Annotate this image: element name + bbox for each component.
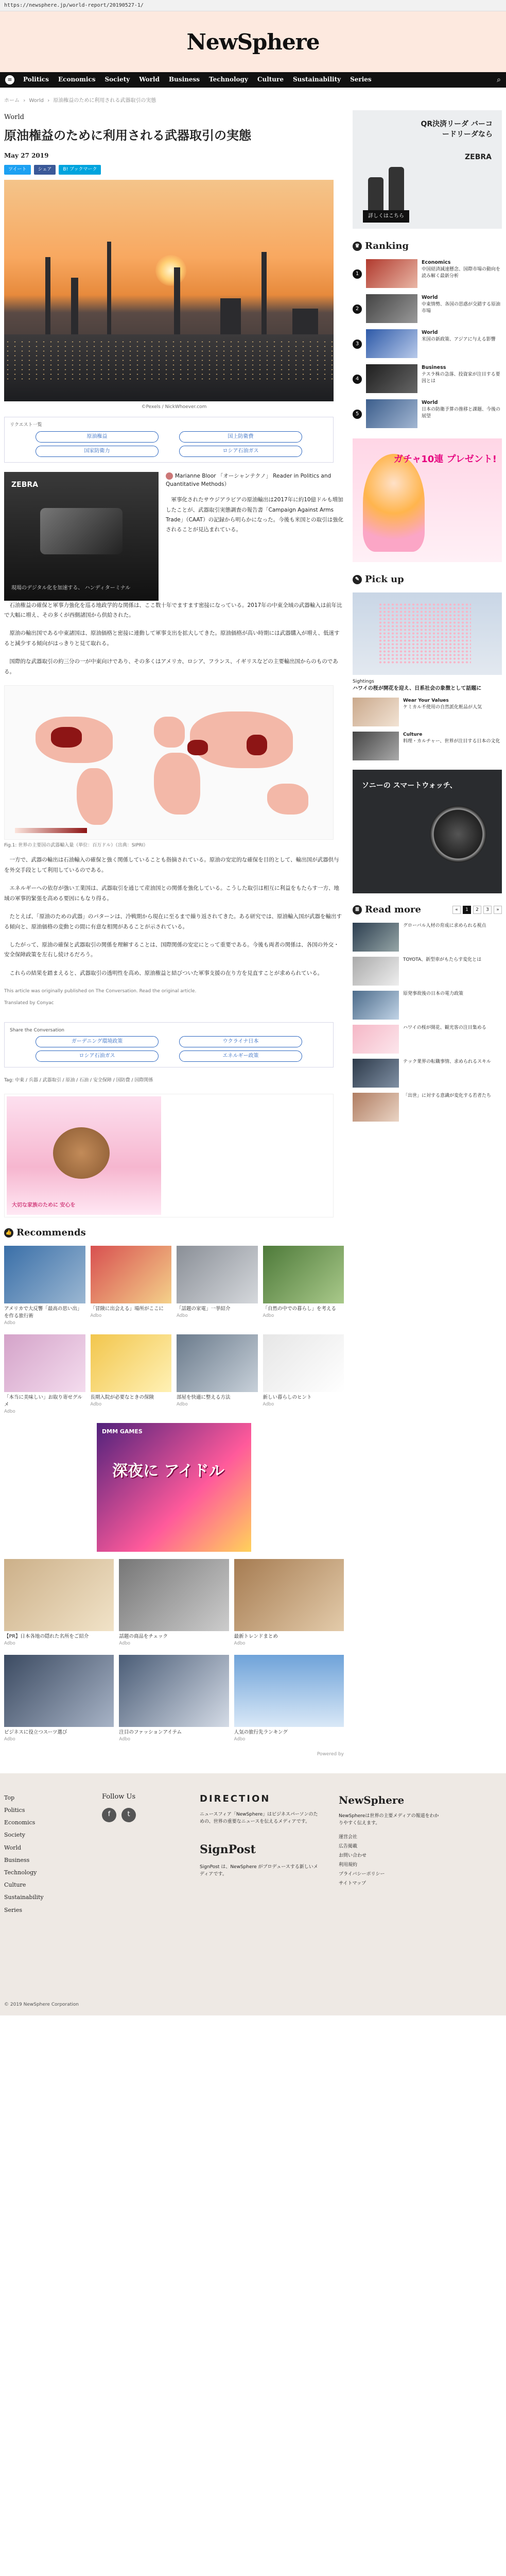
ranking-header (353, 239, 502, 254)
pickup-title: ハワイの桜が開花を迎え、日系社会の象徴として話題に (353, 685, 482, 691)
card-source: Adbo (234, 1641, 246, 1647)
breadcrumb-sep: › (47, 98, 50, 104)
ad-brand: DMM GAMES (102, 1428, 143, 1435)
card-source: Adbo (119, 1736, 130, 1742)
rank-text: 日本の防衛予算の推移と課題、今後の展望 (422, 406, 501, 419)
ranking-item[interactable] (353, 259, 502, 288)
pager-page[interactable]: 2 (473, 906, 481, 914)
readmore-text: ハワイの桜が開花、観光客の注目集める (403, 1025, 486, 1030)
card-caption: 注目のファッションアイテム (119, 1729, 182, 1735)
ranking-item[interactable] (353, 329, 502, 358)
readmore-item[interactable] (353, 923, 502, 952)
nav-economics[interactable]: Economics (58, 76, 96, 83)
footer-link[interactable]: 利用規約 (339, 1862, 358, 1868)
tag-pill[interactable]: 国上防衛費 (179, 431, 302, 443)
rank-text: 米国の新政策、アジアに与える影響 (422, 336, 496, 342)
ad-brand: ZEBRA (11, 480, 39, 489)
card-caption: 長期入院が必要なときの保険 (90, 1394, 154, 1400)
readmore-text: 「出世」に対する意識が変化する若者たち (403, 1093, 492, 1098)
footer-link[interactable]: World (4, 1844, 21, 1851)
paragraph: 石油権益の確保と軍事力強化を巡る地政学的な関係は、ここ数十年でますます密接になっている。2017年の中東全域の武器輸入は前年比で大幅に増え、その多くが西側諸国から供給された。 (4, 602, 342, 618)
paragraph: エネルギーへの依存が強い工業国は、武器取引を通じて産油国との関係を強化している。こうした取引は相互に利益をもたらす一方、地域の軍事的緊張を高める要因にもなり得る。 (4, 885, 339, 902)
pager-page[interactable]: 1 (463, 906, 471, 914)
breadcrumb-home[interactable]: ホーム (4, 98, 20, 104)
menu-icon[interactable]: ≡ (5, 75, 14, 84)
recommend-card[interactable] (4, 1559, 114, 1648)
book-icon: ≣ (353, 905, 362, 914)
tag-line[interactable]: Tag: 中東 / 兵器 / 武器取引 / 原油 / 石油 / 安全保障 / 国防費 / 国際関係 (4, 1078, 153, 1083)
footer-link[interactable]: Series (4, 1906, 22, 1913)
ad-brand: ZEBRA (464, 153, 492, 161)
recommend-card[interactable] (177, 1334, 258, 1416)
rank-category: World (422, 329, 438, 335)
scanner-image (40, 508, 123, 554)
pickup-category: Culture (403, 732, 423, 737)
breadcrumb-current: 原油権益のために利用される武器取引の実態 (53, 98, 156, 104)
tweet-button[interactable]: ツイート (4, 165, 31, 174)
recommend-card[interactable] (119, 1559, 229, 1648)
twitter-icon[interactable]: t (121, 1808, 136, 1822)
paragraph: 原油の輸出国である中東諸国は、原油価格と密接に連動して軍事支出を拡大してきた。原油価格が高い時期には武器購入が増え、低迷すると減少する傾向がはっきりと見て取れる。 (4, 630, 340, 647)
readmore-header (353, 903, 421, 918)
paragraph: これらの結果を踏まえると、武器取引の透明性を高め、原油権益と結びついた軍事支援の在り方を見直すことが求められている。 (9, 970, 323, 976)
card-caption: 「話題の家電」一挙紹介 (177, 1306, 231, 1312)
breadcrumb-world[interactable]: World (29, 98, 44, 104)
copyright: © 2019 NewSphere Corporation (4, 2002, 79, 2007)
readmore-item[interactable] (353, 1059, 502, 1088)
pickup-header (353, 572, 502, 587)
facebook-icon[interactable]: f (102, 1808, 116, 1822)
recommend-card[interactable] (91, 1334, 172, 1416)
footer-link[interactable]: Technology (4, 1869, 37, 1876)
ad-headline: ソニーの スマートウォッチ、 (362, 781, 457, 790)
nav-society[interactable]: Society (104, 76, 130, 83)
footer-logo[interactable]: NewSphere (339, 1793, 405, 1806)
recommend-card[interactable] (91, 1246, 172, 1327)
map-legend (15, 828, 87, 833)
card-source: Adbo (177, 1313, 188, 1318)
ad-headline: ガチャ10連 プレゼント! (393, 453, 497, 465)
card-caption: アメリカで大反響「最高の思い出」を作る旅行術 (4, 1306, 82, 1319)
world-map-figure (4, 685, 334, 840)
paragraph: したがって、原油の確保と武器取引の関係を理解することは、国際関係の安定にとって重要である。今後も両者の関係は、各国の外交・安全保障政策を左右し続けるだろう。 (4, 942, 339, 958)
author-line (166, 472, 344, 489)
footer-link[interactable]: Society (4, 1832, 25, 1839)
ranking-item[interactable] (353, 399, 502, 428)
share-bar (4, 165, 344, 174)
rank-category: Economics (422, 259, 451, 265)
recommend-card[interactable] (4, 1246, 85, 1327)
ad-copy: 大切な家族のために 安心を (12, 1202, 76, 1208)
footer-link[interactable]: サイトマップ (339, 1880, 367, 1886)
pickup-item[interactable] (353, 732, 502, 760)
card-caption: 新しい暮らしのヒント (263, 1394, 312, 1400)
zebra-ad[interactable] (4, 472, 159, 601)
footer-link[interactable]: 運営会社 (339, 1834, 358, 1840)
rank-number: 2 (353, 304, 362, 314)
site-logo[interactable]: NewSphere (186, 29, 320, 55)
ad-headline: QR決済リーダ バーコードリーダなら (421, 120, 493, 139)
card-source: Adbo (4, 1736, 15, 1742)
sidebar (353, 110, 502, 1758)
author-name[interactable]: Marianne Bloor 「オーシャンテクノ」 Reader in Politics and Quantitative Methods） (166, 472, 331, 488)
card-source: Adbo (177, 1401, 188, 1407)
scanner-image (368, 177, 383, 213)
hero-caption: ©Pexels / NickWhoever.com (141, 404, 207, 410)
author-avatar (166, 472, 173, 480)
related-tags (4, 417, 334, 462)
lead-paragraph: 軍事化されたサウジアラビアの原油輸出は2017年に約10億ドルも増加したことが、武器取引実態調査の報告書「Campaign Against Arms Trade」（CAAT）の記録から明らかになった。今後も米国との取引は強化されることが見込まれている。 (166, 497, 344, 533)
rank-category: World (422, 294, 438, 300)
facebook-share-button[interactable]: シェア (34, 165, 56, 174)
game-ad[interactable] (97, 1423, 251, 1552)
breadcrumb-sep: › (23, 98, 26, 104)
pickup-text: 料理・カルチャー、世界が注目する日本の文化 (403, 739, 500, 744)
card-caption: 【PR】日本各地の隠れた名所をご紹介 (4, 1633, 89, 1639)
crown-icon: ♛ (353, 242, 362, 251)
footer-link[interactable]: Economics (4, 1819, 36, 1826)
pickup-image (353, 592, 502, 675)
tag-pill[interactable]: ウクライナ日本 (179, 1036, 302, 1047)
tag-pill[interactable]: エネルギー政策 (179, 1050, 302, 1062)
rank-category: Business (422, 364, 446, 370)
masthead (0, 11, 506, 72)
signpost-logo[interactable]: SignPost (200, 1843, 256, 1857)
footer-link[interactable]: Business (4, 1856, 30, 1863)
watch-image (430, 806, 486, 862)
recommend-card[interactable] (4, 1655, 114, 1743)
card-caption: ビジネスに役立つスーツ選び (4, 1729, 67, 1735)
card-caption: 最新トレンドまとめ (234, 1633, 278, 1639)
article-title: 原油権益のために利用される武器取引の実態 (4, 127, 251, 143)
rank-text: テスラ株の急落、投資家が注目する要因とは (422, 371, 500, 384)
card-caption: 「自然の中での暮らし」を考える (263, 1306, 337, 1312)
nav-series[interactable]: Series (350, 76, 372, 83)
recommend-card[interactable] (177, 1246, 258, 1327)
url-text: https://newsphere.jp/world-report/20190527-1/ (4, 3, 144, 8)
pickup-main[interactable] (353, 592, 502, 692)
pager-prev[interactable]: « (452, 906, 461, 914)
pickup-category: Sightings (353, 679, 374, 684)
footer-link[interactable]: Top (4, 1794, 15, 1801)
rank-number: 5 (353, 410, 362, 419)
top-nav (0, 72, 506, 88)
footer-link[interactable]: Politics (4, 1807, 25, 1814)
footer-nav (4, 1792, 81, 1917)
pickup-category: Wear Your Values (403, 698, 449, 703)
rank-number: 4 (353, 375, 362, 384)
signpost-text: SignPost は、NewSphere がプロデュースする新しいメディアです。 (200, 1864, 318, 1877)
direction-text: ニュースフィア「NewSphere」はビジネスパーソンのための、世界の重要なニュースを伝えるメディアです。 (200, 1811, 318, 1825)
rank-text: 中国経済減速懸念、国際市場の動向を読み解く最新分析 (422, 266, 501, 279)
readmore-item[interactable] (353, 957, 502, 986)
readmore-item[interactable] (353, 1093, 502, 1122)
ad-copy: 現場のデジタル化を加速する、 ハンディターミナル (11, 585, 131, 591)
paragraph: たとえば、「原油のための武器」のパターンは、冷戦期から現在に至るまで繰り返されてきた。ある研究では、原油輸入国が武器を輸出する傾向と、原油価格の変動との間に有意な相関があることが示されている。 (4, 913, 342, 930)
card-source: Adbo (4, 1320, 15, 1326)
tag-pill[interactable]: ロシア石油ガス (36, 1050, 159, 1062)
card-source: Adbo (90, 1401, 102, 1407)
character-image (363, 454, 425, 552)
site-footer (0, 1773, 506, 2015)
card-source: Adbo (263, 1401, 274, 1407)
section-title: Pick up (365, 573, 404, 585)
ranking-item[interactable] (353, 364, 502, 393)
card-source: Adbo (4, 1409, 15, 1415)
nav-culture[interactable]: Culture (257, 76, 284, 83)
tag-pill[interactable]: ロシア石油ガス (179, 446, 302, 457)
card-caption: 「本当に美味しい」お取り寄せグルメ (4, 1394, 82, 1408)
footer-link[interactable]: Culture (4, 1882, 26, 1889)
readmore-text: グローバル人材の育成に求められる視点 (403, 923, 486, 928)
article-date: May 27 2019 (4, 152, 49, 160)
pickup-item[interactable] (353, 698, 502, 726)
recommend-card[interactable] (234, 1559, 344, 1648)
source-note: This article was originally published on The Conversation. Read the original article. (4, 989, 197, 994)
game-banner-ad[interactable] (353, 438, 502, 562)
readmore-text: 原発事故後の日本の電力政策 (403, 991, 464, 996)
qr-reader-ad[interactable] (353, 110, 502, 229)
card-caption: 人気の旅行先ランキング (234, 1729, 288, 1735)
pin-icon: ✎ (353, 575, 362, 584)
footer-link[interactable]: Sustainability (4, 1894, 44, 1901)
footer-link[interactable]: お問い合わせ (339, 1853, 367, 1858)
nav-world[interactable]: World (139, 76, 160, 83)
card-source: Adbo (234, 1736, 246, 1742)
recommend-card[interactable] (119, 1655, 229, 1743)
readmore-text: TOYOTA、新型車がもたらす変化とは (403, 957, 482, 962)
tag-pill[interactable]: 原油権益 (36, 431, 159, 443)
ad-cta-button[interactable]: 詳しくはこちら (363, 210, 409, 223)
follow-title: Follow Us (102, 1792, 136, 1801)
conversation-tags (4, 1022, 334, 1067)
breadcrumb (0, 88, 506, 110)
card-source: Adbo (119, 1641, 130, 1647)
rank-text: 中東情勢、各国の思惑が交錯する原油市場 (422, 301, 501, 314)
card-caption: 部屋を快適に整える方法 (177, 1394, 231, 1400)
tag-pill[interactable]: ガーデニング環境政策 (36, 1036, 159, 1047)
recommend-grid (4, 1246, 344, 1416)
recommend-card[interactable] (263, 1334, 344, 1416)
pickup-text: ケミカル不使用の自然派化粧品が人気 (403, 705, 482, 710)
nav-business[interactable]: Business (168, 76, 200, 83)
readmore-item[interactable] (353, 991, 502, 1020)
card-source: Adbo (4, 1641, 15, 1647)
recommend-card[interactable] (4, 1334, 85, 1416)
card-source: Adbo (263, 1313, 274, 1318)
thumbs-up-icon: 👍 (4, 1228, 13, 1238)
tags-head: Share the Conversation (10, 1028, 64, 1033)
footer-link[interactable]: 広告掲載 (339, 1843, 358, 1849)
article-category[interactable]: World (4, 113, 24, 121)
card-source: Adbo (90, 1313, 102, 1318)
hero-image (4, 180, 334, 401)
footer-link[interactable]: プライバシーポリシー (339, 1871, 385, 1877)
nav-politics[interactable]: Politics (23, 76, 49, 83)
powered-by: Powered by (317, 1751, 344, 1757)
nav-technology[interactable]: Technology (209, 76, 248, 83)
dog-image (53, 1127, 110, 1179)
scanner-image (389, 167, 404, 213)
tags-head: リクエスト一覧 (10, 422, 42, 428)
recommend-grid (4, 1559, 344, 1743)
pager (452, 906, 502, 914)
search-icon[interactable]: ⌕ (497, 75, 501, 84)
recommend-card[interactable] (263, 1246, 344, 1327)
recommend-card[interactable] (234, 1655, 344, 1743)
readmore-text: テック業界の転職事情、求められるスキル (403, 1059, 491, 1064)
rank-number: 3 (353, 340, 362, 349)
ranking-item[interactable] (353, 294, 502, 323)
nav-sustainability[interactable]: Sustainability (292, 76, 341, 83)
footer-about: NewSphereは世界の主要メディアの報道をわかりやすく伝えます。 (339, 1813, 439, 1826)
bookmark-button[interactable]: B! ブックマーク (59, 165, 101, 174)
section-title: Ranking (365, 241, 409, 251)
pager-next[interactable]: » (494, 906, 502, 914)
card-caption: 「冒険に出会える」場所がここに (90, 1306, 164, 1312)
recommends-header (4, 1226, 344, 1241)
ad-headline: 深夜に アイドル (112, 1462, 224, 1480)
pet-insurance-ad[interactable] (4, 1094, 334, 1217)
rank-category: World (422, 399, 438, 405)
url-bar[interactable] (0, 0, 506, 11)
map-caption: Fig.1: 世界の主要国の武器輸入量（単位：百万ドル）（出典：SIPRI） (4, 843, 148, 849)
section-title: Recommends (16, 1227, 86, 1238)
smartwatch-ad[interactable] (353, 770, 502, 893)
paragraph: 国際的な武器取引の約三分の一が中東向けであり、その多くはアメリカ、ロシア、フランス、イギリスなどの主要輸出国からのものである。 (4, 658, 338, 675)
pager-page[interactable]: 3 (483, 906, 492, 914)
readmore-item[interactable] (353, 1025, 502, 1054)
section-title: Read more (365, 904, 421, 915)
paragraph: 一方で、武器の輸出は石油輸入の確保と強く関係していることも指摘されている。原油の安定的な確保を目的として、輸出国が武器供与を外交手段として利用しているのである。 (4, 857, 339, 873)
translation-note: Translated by Conyac (4, 1000, 54, 1006)
direction-logo[interactable]: DIRECTION (200, 1793, 271, 1804)
article-main (4, 110, 344, 1758)
rank-number: 1 (353, 269, 362, 279)
card-caption: 話題の商品をチェック (119, 1633, 168, 1639)
tag-pill[interactable]: 国家防衛力 (36, 446, 159, 457)
